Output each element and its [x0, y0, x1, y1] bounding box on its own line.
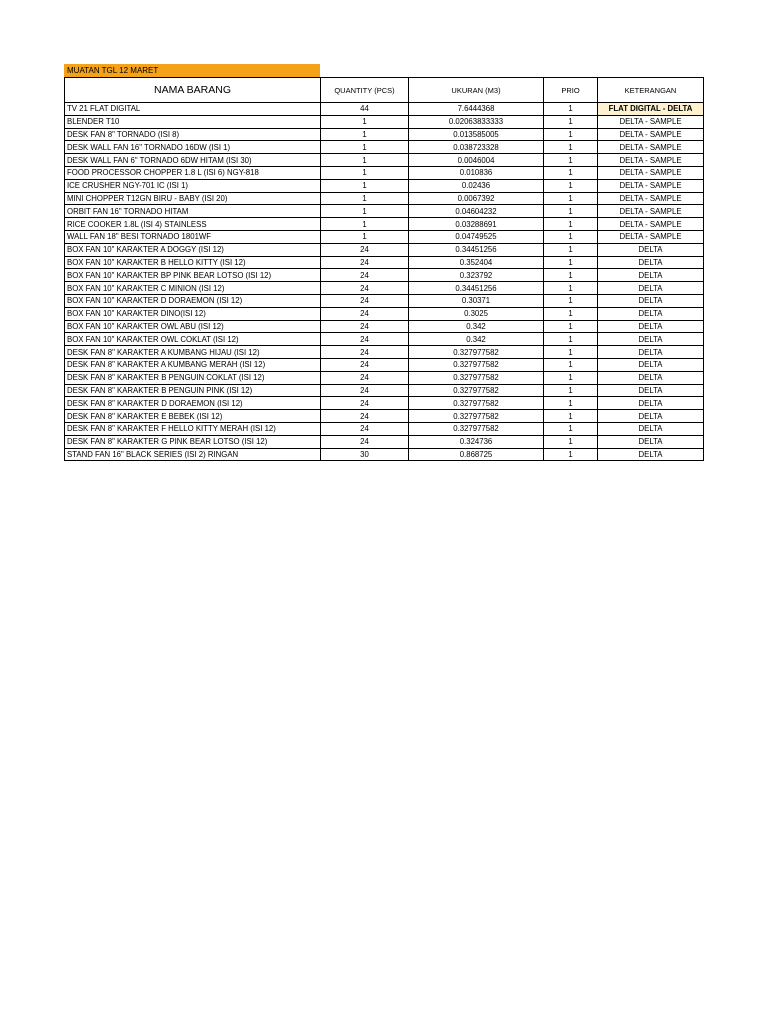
header-quantity[interactable]: QUANTITY (PCS) — [321, 78, 409, 103]
cell-name[interactable]: DESK FAN 8" KARAKTER A KUMBANG MERAH (ISI 12) — [65, 358, 321, 371]
cell-keterangan[interactable]: DELTA - SAMPLE — [598, 205, 704, 218]
table-row — [65, 115, 704, 128]
table-row — [65, 179, 704, 192]
cell-name[interactable]: MINI CHOPPER T12GN BIRU - BABY (ISI 20) — [65, 192, 321, 205]
cell-prio[interactable]: 1 — [544, 384, 598, 397]
header-size[interactable]: UKURAN (M3) — [409, 78, 544, 103]
cell-size[interactable]: 0.327977582 — [409, 346, 544, 359]
cell-size[interactable]: 0.323792 — [409, 269, 544, 282]
spreadsheet — [64, 64, 703, 461]
cell-prio[interactable]: 1 — [544, 448, 598, 461]
table-row — [65, 128, 704, 141]
cell-keterangan[interactable]: DELTA — [598, 371, 704, 384]
table-row — [65, 192, 704, 205]
cell-name[interactable]: DESK FAN 8" KARAKTER A KUMBANG HIJAU (ISI 12) — [65, 346, 321, 359]
cell-quantity[interactable]: 24 — [321, 333, 409, 346]
cell-size[interactable]: 0.324736 — [409, 435, 544, 448]
cell-quantity[interactable]: 1 — [321, 230, 409, 243]
cell-size[interactable]: 0.327977582 — [409, 397, 544, 410]
cell-size[interactable]: 0.868725 — [409, 448, 544, 461]
cell-keterangan[interactable]: DELTA — [598, 410, 704, 423]
cell-quantity[interactable]: 24 — [321, 371, 409, 384]
cell-quantity[interactable]: 1 — [321, 141, 409, 154]
table-row — [65, 243, 704, 256]
cell-name[interactable]: BOX FAN 10" KARAKTER A DOGGY (ISI 12) — [65, 243, 321, 256]
cell-name[interactable]: BOX FAN 10" KARAKTER OWL ABU (ISI 12) — [65, 320, 321, 333]
table-row — [65, 384, 704, 397]
cell-name[interactable]: DESK WALL FAN 16" TORNADO 16DW (ISI 1) — [65, 141, 321, 154]
cell-prio[interactable]: 1 — [544, 422, 598, 435]
cell-keterangan[interactable]: DELTA - SAMPLE — [598, 128, 704, 141]
cell-name[interactable]: FOOD PROCESSOR CHOPPER 1.8 L (ISI 6) NGY-818 — [65, 166, 321, 179]
table-row — [65, 397, 704, 410]
cell-quantity[interactable]: 30 — [321, 448, 409, 461]
table-row — [65, 256, 704, 269]
cell-name[interactable]: ORBIT FAN 16" TORNADO HITAM — [65, 205, 321, 218]
cell-name[interactable]: DESK FAN 8" KARAKTER G PINK BEAR LOTSO (ISI 12) — [65, 435, 321, 448]
table-row — [65, 410, 704, 423]
cell-keterangan[interactable]: DELTA - SAMPLE — [598, 218, 704, 231]
cell-name[interactable]: DESK FAN 8" KARAKTER E BEBEK (ISI 12) — [65, 410, 321, 423]
cell-keterangan[interactable]: DELTA — [598, 282, 704, 295]
header-prio[interactable]: PRIO — [544, 78, 598, 103]
cell-prio[interactable]: 1 — [544, 358, 598, 371]
cell-keterangan[interactable]: DELTA — [598, 294, 704, 307]
cell-prio[interactable]: 1 — [544, 346, 598, 359]
cell-size[interactable]: 0.34451256 — [409, 282, 544, 295]
header-row — [65, 78, 704, 103]
cell-name[interactable]: STAND FAN 16" BLACK SERIES (ISI 2) RINGAN — [65, 448, 321, 461]
cell-size[interactable]: 0.013585005 — [409, 128, 544, 141]
cell-size[interactable]: 0.3025 — [409, 307, 544, 320]
cell-name[interactable]: DESK FAN 8" KARAKTER D DORAEMON (ISI 12) — [65, 397, 321, 410]
cell-prio[interactable]: 1 — [544, 397, 598, 410]
cell-quantity[interactable]: 24 — [321, 397, 409, 410]
cell-quantity[interactable]: 24 — [321, 422, 409, 435]
table-row — [65, 269, 704, 282]
cell-quantity[interactable]: 24 — [321, 256, 409, 269]
cell-prio[interactable]: 1 — [544, 435, 598, 448]
cell-prio[interactable]: 1 — [544, 115, 598, 128]
cell-quantity[interactable]: 24 — [321, 320, 409, 333]
cell-name[interactable]: BOX FAN 10" KARAKTER D DORAEMON (ISI 12) — [65, 294, 321, 307]
cell-prio[interactable]: 1 — [544, 128, 598, 141]
cell-quantity[interactable]: 24 — [321, 410, 409, 423]
cell-prio[interactable]: 1 — [544, 218, 598, 231]
cell-prio[interactable]: 1 — [544, 307, 598, 320]
table-row — [65, 371, 704, 384]
cell-name[interactable]: BOX FAN 10" KARAKTER BP PINK BEAR LOTSO (ISI 12) — [65, 269, 321, 282]
cell-keterangan[interactable]: DELTA — [598, 435, 704, 448]
cell-size[interactable]: 0.04604232 — [409, 205, 544, 218]
cell-prio[interactable]: 1 — [544, 371, 598, 384]
cell-quantity[interactable]: 24 — [321, 294, 409, 307]
cell-quantity[interactable]: 1 — [321, 115, 409, 128]
cell-keterangan[interactable]: DELTA - SAMPLE — [598, 192, 704, 205]
cell-prio[interactable]: 1 — [544, 410, 598, 423]
cell-prio[interactable]: 1 — [544, 205, 598, 218]
cell-size[interactable]: 7.6444368 — [409, 103, 544, 116]
cell-keterangan[interactable]: DELTA - SAMPLE — [598, 166, 704, 179]
cell-keterangan[interactable]: DELTA - SAMPLE — [598, 115, 704, 128]
cell-keterangan[interactable]: DELTA - SAMPLE — [598, 154, 704, 167]
sheet-title[interactable]: MUATAN TGL 12 MARET — [64, 64, 320, 77]
table-row — [65, 333, 704, 346]
cell-keterangan[interactable]: DELTA — [598, 243, 704, 256]
cell-size[interactable]: 0.30371 — [409, 294, 544, 307]
table-row — [65, 141, 704, 154]
cell-size[interactable]: 0.327977582 — [409, 371, 544, 384]
table-row — [65, 358, 704, 371]
table-row — [65, 435, 704, 448]
cell-size[interactable]: 0.03288691 — [409, 218, 544, 231]
cell-size[interactable]: 0.04749525 — [409, 230, 544, 243]
cell-name[interactable]: DESK FAN 8" KARAKTER F HELLO KITTY MERAH (ISI 12) — [65, 422, 321, 435]
cell-quantity[interactable]: 24 — [321, 384, 409, 397]
cell-size[interactable]: 0.038723328 — [409, 141, 544, 154]
cell-prio[interactable]: 1 — [544, 141, 598, 154]
cell-prio[interactable]: 1 — [544, 103, 598, 116]
cell-size[interactable]: 0.02436 — [409, 179, 544, 192]
cell-keterangan[interactable]: DELTA — [598, 422, 704, 435]
header-name[interactable]: NAMA BARANG — [65, 78, 321, 103]
cell-keterangan[interactable]: DELTA - SAMPLE — [598, 179, 704, 192]
cell-keterangan[interactable]: DELTA — [598, 397, 704, 410]
cell-size[interactable]: 0.0067392 — [409, 192, 544, 205]
cell-quantity[interactable]: 24 — [321, 346, 409, 359]
cell-name[interactable]: BOX FAN 10" KARAKTER DINO(ISI 12) — [65, 307, 321, 320]
cell-quantity[interactable]: 24 — [321, 269, 409, 282]
cell-prio[interactable]: 1 — [544, 179, 598, 192]
cell-keterangan[interactable]: DELTA - SAMPLE — [598, 230, 704, 243]
table-row — [65, 103, 704, 116]
table-row — [65, 307, 704, 320]
cell-prio[interactable]: 1 — [544, 166, 598, 179]
cell-size[interactable]: 0.342 — [409, 320, 544, 333]
cell-keterangan[interactable]: DELTA — [598, 448, 704, 461]
cell-prio[interactable]: 1 — [544, 294, 598, 307]
cell-prio[interactable]: 1 — [544, 256, 598, 269]
table-row — [65, 218, 704, 231]
cell-keterangan[interactable]: DELTA — [598, 346, 704, 359]
cell-quantity[interactable]: 24 — [321, 307, 409, 320]
goods-table — [64, 77, 704, 461]
cell-quantity[interactable]: 1 — [321, 218, 409, 231]
cell-name[interactable]: BOX FAN 10" KARAKTER C MINION (ISI 12) — [65, 282, 321, 295]
cell-size[interactable]: 0.02063833333 — [409, 115, 544, 128]
cell-name[interactable]: BOX FAN 10" KARAKTER B HELLO KITTY (ISI 12) — [65, 256, 321, 269]
cell-size[interactable]: 0.010836 — [409, 166, 544, 179]
cell-quantity[interactable]: 24 — [321, 358, 409, 371]
cell-keterangan[interactable]: DELTA — [598, 384, 704, 397]
cell-name[interactable]: DESK FAN 8" TORNADO (ISI 8) — [65, 128, 321, 141]
cell-quantity[interactable]: 1 — [321, 192, 409, 205]
cell-keterangan[interactable]: DELTA — [598, 320, 704, 333]
cell-keterangan[interactable]: DELTA — [598, 307, 704, 320]
cell-prio[interactable]: 1 — [544, 269, 598, 282]
table-row — [65, 154, 704, 167]
table-row — [65, 448, 704, 461]
cell-quantity[interactable]: 1 — [321, 128, 409, 141]
cell-size[interactable]: 0.352404 — [409, 256, 544, 269]
table-row — [65, 422, 704, 435]
cell-name[interactable]: DESK FAN 8" KARAKTER B PENGUIN PINK (ISI 12) — [65, 384, 321, 397]
cell-prio[interactable]: 1 — [544, 192, 598, 205]
table-row — [65, 282, 704, 295]
table-row — [65, 230, 704, 243]
cell-name[interactable]: WALL FAN 18" BESI TORNADO 1801WF — [65, 230, 321, 243]
cell-size[interactable]: 0.34451256 — [409, 243, 544, 256]
cell-quantity[interactable]: 24 — [321, 435, 409, 448]
cell-keterangan[interactable]: DELTA — [598, 256, 704, 269]
cell-size[interactable]: 0.327977582 — [409, 384, 544, 397]
cell-size[interactable]: 0.327977582 — [409, 410, 544, 423]
cell-size[interactable]: 0.327977582 — [409, 422, 544, 435]
cell-keterangan[interactable]: DELTA — [598, 269, 704, 282]
cell-name[interactable]: DESK FAN 8" KARAKTER B PENGUIN COKLAT (ISI 12) — [65, 371, 321, 384]
cell-name[interactable]: BLENDER T10 — [65, 115, 321, 128]
header-keterangan[interactable]: KETERANGAN — [598, 78, 704, 103]
cell-size[interactable]: 0.0046004 — [409, 154, 544, 167]
cell-prio[interactable]: 1 — [544, 154, 598, 167]
cell-quantity[interactable]: 1 — [321, 179, 409, 192]
table-row — [65, 294, 704, 307]
cell-quantity[interactable]: 24 — [321, 282, 409, 295]
table-row — [65, 166, 704, 179]
cell-name[interactable]: RICE COOKER 1.8L (ISI 4) STAINLESS — [65, 218, 321, 231]
cell-keterangan[interactable]: FLAT DIGITAL - DELTA — [598, 103, 704, 116]
cell-quantity[interactable]: 1 — [321, 154, 409, 167]
title-row — [64, 64, 703, 77]
cell-name[interactable]: DESK WALL FAN 6" TORNADO 6DW HITAM (ISI 30) — [65, 154, 321, 167]
cell-size[interactable]: 0.327977582 — [409, 358, 544, 371]
cell-keterangan[interactable]: DELTA - SAMPLE — [598, 141, 704, 154]
cell-prio[interactable]: 1 — [544, 282, 598, 295]
cell-size[interactable]: 0.342 — [409, 333, 544, 346]
cell-prio[interactable]: 1 — [544, 230, 598, 243]
cell-name[interactable]: BOX FAN 10" KARAKTER OWL COKLAT (ISI 12) — [65, 333, 321, 346]
table-row — [65, 320, 704, 333]
cell-keterangan[interactable]: DELTA — [598, 358, 704, 371]
cell-keterangan[interactable]: DELTA — [598, 333, 704, 346]
cell-name[interactable]: TV 21 FLAT DIGITAL — [65, 103, 321, 116]
table-row — [65, 346, 704, 359]
table-body — [65, 103, 704, 461]
cell-quantity[interactable]: 24 — [321, 243, 409, 256]
cell-prio[interactable]: 1 — [544, 320, 598, 333]
cell-quantity[interactable]: 1 — [321, 166, 409, 179]
cell-quantity[interactable]: 1 — [321, 205, 409, 218]
cell-prio[interactable]: 1 — [544, 243, 598, 256]
cell-name[interactable]: ICE CRUSHER NGY-701 IC (ISI 1) — [65, 179, 321, 192]
cell-prio[interactable]: 1 — [544, 333, 598, 346]
table-row — [65, 205, 704, 218]
cell-quantity[interactable]: 44 — [321, 103, 409, 116]
